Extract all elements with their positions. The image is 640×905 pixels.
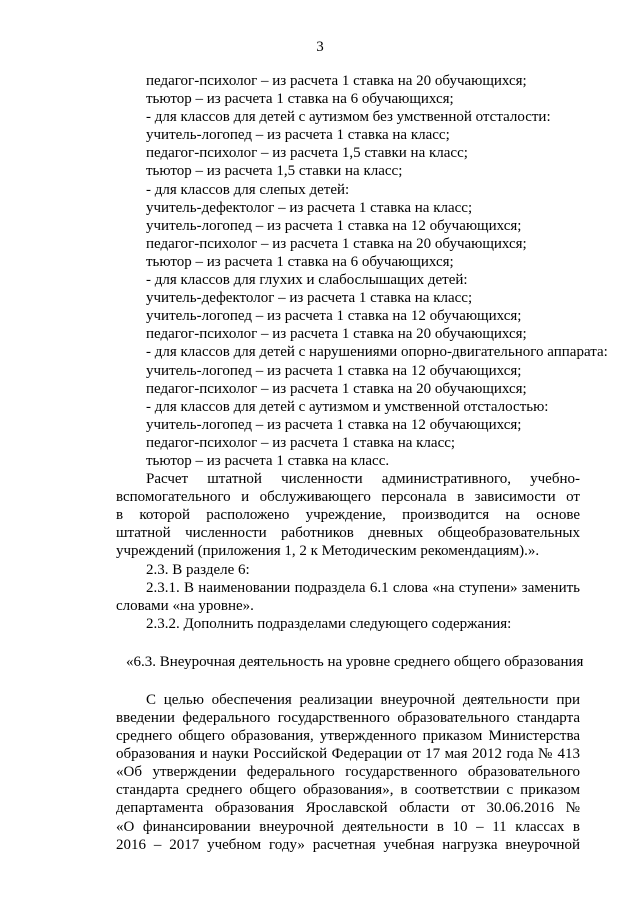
section-heading: «6.3. Внеурочная деятельность на уровне среднего общего образования	[126, 653, 584, 670]
paragraph-line: 2016 – 2017 учебном году» расчетная учебная нагрузка внеурочной	[116, 836, 580, 853]
list-item: педагог-психолог – из расчета 1 ставка на 20 обучающихся;	[146, 326, 527, 343]
list-item: учитель-дефектолог – из расчета 1 ставка на класс;	[146, 290, 473, 307]
paragraph-line: департамента образования Ярославской области от 30.06.2016 №	[116, 800, 580, 817]
list-item: тьютор – из расчета 1 ставка на 6 обучающихся;	[146, 253, 454, 270]
list-item: педагог-психолог – из расчета 1 ставка на 20 обучающихся;	[146, 235, 527, 252]
page-number: 3	[316, 39, 324, 55]
paragraph-line: «Об утверждении федерального государственного образовательного	[116, 764, 580, 781]
staff-norms-list	[116, 72, 608, 470]
list-item: педагог-психолог – из расчета 1,5 ставки на класс;	[146, 145, 468, 162]
paragraph-line: «О финансировании внеурочной деятельности в 10 – 11 классах в	[116, 818, 580, 835]
list-item: - для классов для детей с аутизмом и умственной отсталостью:	[146, 398, 549, 415]
paragraph-line: в которой расположено учреждение, производится на основе	[116, 507, 580, 524]
list-item: тьютор – из расчета 1,5 ставки на класс;	[146, 163, 403, 180]
list-item: учитель-логопед – из расчета 1 ставка на 12 обучающихся;	[146, 217, 522, 234]
paragraph-line: образования и науки Российской Федерации от 17 мая 2012 года № 413	[116, 746, 580, 763]
spacer	[116, 633, 580, 653]
paragraph-line: штатной численности работников дневных общеобразовательных	[116, 525, 580, 542]
item-2-3-1-line: словами «на уровне».	[116, 597, 254, 614]
list-item: учитель-логопед – из расчета 1 ставка на 12 обучающихся;	[146, 308, 522, 325]
paragraph-line: стандарта среднего общего образования», в соответствии с приказом	[116, 782, 580, 799]
paragraph-line: вспомогательного и обслуживающего персонала в зависимости от	[116, 489, 580, 506]
list-item: учитель-логопед – из расчета 1 ставка на 12 обучающихся;	[146, 416, 522, 433]
list-item: тьютор – из расчета 1 ставка на класс.	[146, 452, 390, 469]
list-item: педагог-психолог – из расчета 1 ставка на класс;	[146, 434, 456, 451]
item-2-3-1-line: 2.3.1. В наименовании подраздела 6.1 слова «на ступени» заменить	[146, 579, 580, 596]
list-item: - для классов для детей с аутизмом без умственной отсталости:	[146, 109, 551, 126]
item-2-3: 2.3. В разделе 6:	[146, 561, 250, 578]
paragraph-line: учреждений (приложения 1, 2 к Методическим рекомендациям).».	[116, 543, 540, 560]
paragraph-line: введении федерального государственного образовательного стандарта	[116, 710, 580, 726]
list-item: педагог-психолог – из расчета 1 ставка на 20 обучающихся;	[146, 380, 527, 397]
spacer	[116, 671, 580, 691]
list-item: учитель-логопед – из расчета 1 ставка на класс;	[146, 127, 450, 144]
staff-calculation-paragraph	[116, 470, 580, 560]
list-item: учитель-логопед – из расчета 1 ставка на 12 обучающихся;	[146, 362, 522, 379]
paragraph-line: С целью обеспечения реализации внеурочной деятельности при	[146, 691, 580, 708]
item-2-3-2: 2.3.2. Дополнить подразделами следующего содержания:	[146, 615, 512, 632]
list-item: тьютор – из расчета 1 ставка на 6 обучающихся;	[146, 91, 454, 108]
list-item: - для классов для глухих и слабослышащих детей:	[146, 272, 468, 289]
list-item: педагог-психолог – из расчета 1 ставка на 20 обучающихся;	[146, 73, 527, 89]
paragraph-line: среднего общего образования, утвержденного приказом Министерства	[116, 728, 580, 745]
document-body	[116, 72, 608, 854]
list-item: учитель-дефектолог – из расчета 1 ставка на класс;	[146, 199, 473, 216]
final-paragraph	[116, 691, 580, 854]
paragraph-line: Расчет штатной численности административного, учебно-	[146, 471, 580, 488]
list-item: - для классов для детей с нарушениями опорно-двигательного аппарата:	[146, 344, 608, 361]
list-item: - для классов для слепых детей:	[146, 181, 350, 198]
